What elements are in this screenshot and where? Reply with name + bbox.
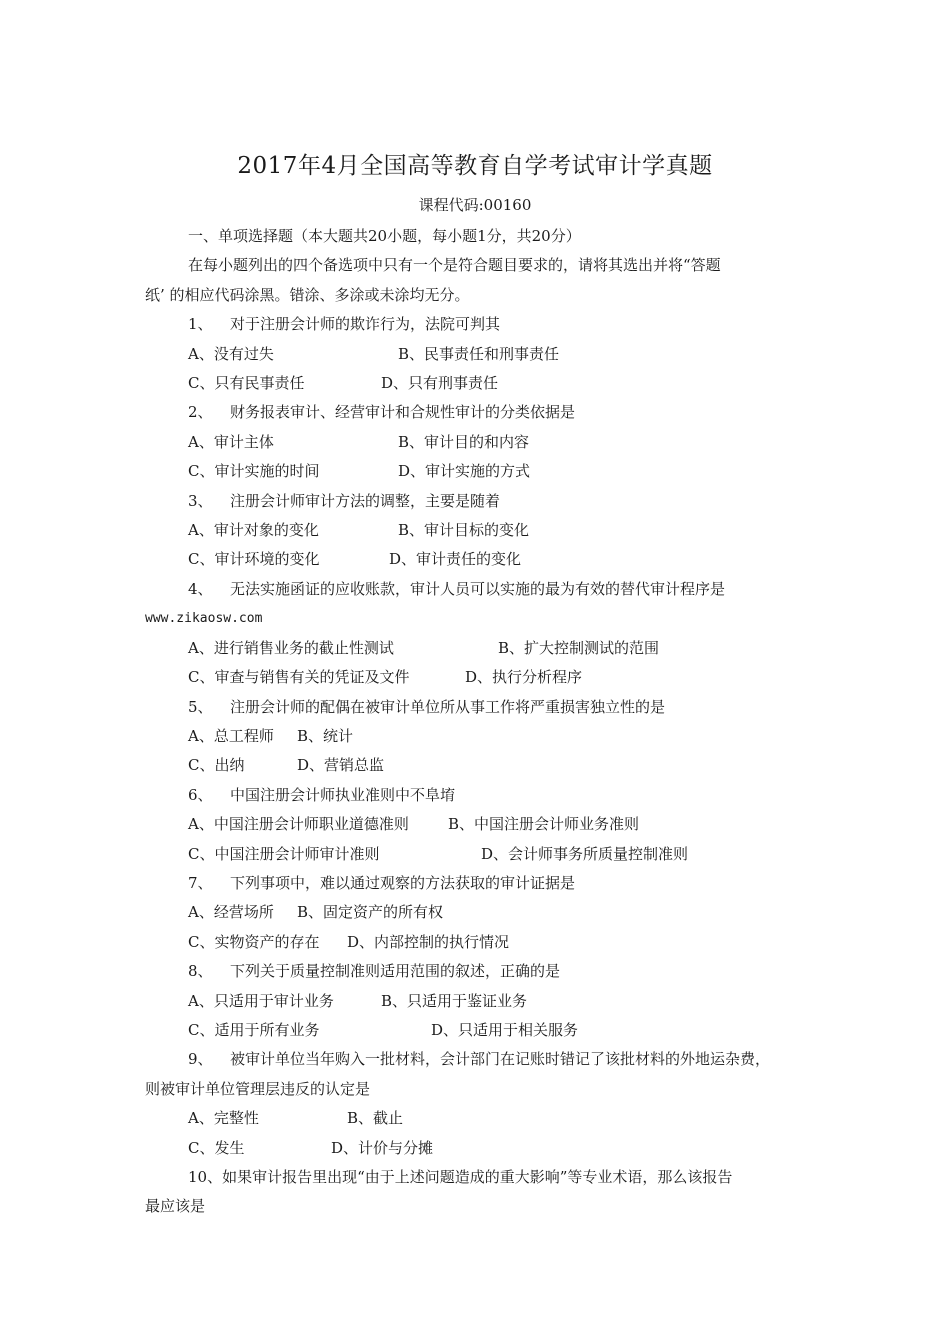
document-body — [145, 222, 825, 1222]
option-d: D、只适用于相关服务 — [431, 1020, 579, 1039]
options-row — [145, 751, 825, 780]
question-stem: 被审计单位当年购入一批材料，会计部门在记账时错记了该批材料的外地运杂费， — [230, 1050, 771, 1069]
option-a: A、审计主体 — [188, 432, 274, 451]
option-a: A、进行销售业务的截止性测试 — [188, 638, 394, 657]
options-row — [145, 840, 825, 869]
question-number: 1、 — [188, 315, 213, 334]
option-a: A、经营场所 — [188, 903, 274, 922]
question-number: 6、 — [188, 785, 213, 804]
question-number: 2、 — [188, 403, 213, 422]
question-stem-continuation: 则被审计单位管理层违反的认定是 — [145, 1079, 371, 1098]
option-a: A、中国注册会计师职业道德准则 — [188, 815, 409, 834]
options-row — [145, 1134, 825, 1163]
option-a: A、总工程师 — [188, 726, 274, 745]
options-row — [145, 1016, 825, 1045]
option-d: D、内部控制的执行情况 — [347, 932, 510, 951]
option-c: C、发生 — [188, 1138, 245, 1157]
option-b: B、中国注册会计师业务准则 — [448, 815, 640, 834]
option-d: D、审计责任的变化 — [389, 550, 522, 569]
question-7 — [145, 869, 825, 898]
course-code: 课程代码:00160 — [418, 196, 532, 214]
option-b: B、统计 — [297, 726, 354, 745]
question-number: 9、 — [188, 1050, 213, 1069]
options-row — [145, 516, 825, 545]
option-b: B、截止 — [347, 1109, 404, 1128]
options-row — [145, 810, 825, 839]
question-stem: 如果审计报告里出现“由于上述问题造成的重大影响”等专业术语，那么该报告 — [222, 1168, 733, 1186]
option-a: A、审计对象的变化 — [188, 521, 319, 540]
option-c: C、出纳 — [188, 756, 245, 775]
option-d: D、营销总监 — [297, 756, 385, 775]
option-c: C、审查与销售有关的凭证及文件 — [188, 668, 410, 687]
question-stem-continuation: 最应该是 — [145, 1197, 206, 1216]
options-row — [145, 898, 825, 927]
question-stem: 对于注册会计师的欺诈行为，法院可判其 — [230, 315, 501, 334]
question-stem-continuation: www.zikaosw.com — [145, 611, 263, 627]
question-5 — [145, 693, 825, 722]
option-b: B、扩大控制测试的范围 — [498, 638, 660, 657]
question-3 — [145, 487, 825, 516]
option-c: C、中国注册会计师审计准则 — [188, 844, 380, 863]
document-title: 2017年4月全国高等教育自学考试审计学真题 — [237, 153, 713, 179]
question-number: 7、 — [188, 873, 213, 892]
question-4 — [145, 575, 825, 604]
question-number: 3、 — [188, 491, 213, 510]
question-stem: 注册会计师审计方法的调整，主要是随着 — [230, 491, 501, 510]
option-d: D、执行分析程序 — [465, 668, 583, 687]
instruction-line-2: 纸’ 的相应代码涂黑。错涂、多涂或未涂均无分。 — [145, 285, 470, 304]
option-a: A、没有过失 — [188, 344, 274, 363]
question-1 — [145, 310, 825, 339]
question-stem: 财务报表审计、经营审计和合规性审计的分类依据是 — [230, 403, 576, 422]
options-row — [145, 722, 825, 751]
instruction-line-1: 在每小题列出的四个备选项中只有一个是符合题目要求的，请将其选出并将“答题 — [188, 256, 721, 275]
options-row — [145, 1104, 825, 1133]
question-stem: 下列事项中，难以通过观察的方法获取的审计证据是 — [230, 873, 576, 892]
question-6 — [145, 781, 825, 810]
question-number: 8、 — [188, 962, 213, 981]
question-stem: 无法实施函证的应收账款，审计人员可以实施的最为有效的替代审计程序是 — [230, 579, 726, 598]
options-row — [145, 663, 825, 692]
option-c: C、审计实施的时间 — [188, 462, 320, 481]
question-8 — [145, 957, 825, 986]
option-d: D、会计师事务所质量控制准则 — [481, 844, 689, 863]
option-b: B、审计目标的变化 — [398, 521, 530, 540]
options-row — [145, 340, 825, 369]
options-row — [145, 928, 825, 957]
question-number: 4、 — [188, 579, 213, 598]
options-row — [145, 987, 825, 1016]
options-row — [145, 457, 825, 486]
question-9 — [145, 1045, 825, 1074]
option-d: D、只有刑事责任 — [381, 374, 499, 393]
option-a: A、只适用于审计业务 — [188, 991, 334, 1010]
question-10 — [145, 1163, 825, 1192]
option-b: B、只适用于鉴证业务 — [381, 991, 528, 1010]
question-number: 10、 — [188, 1168, 223, 1186]
question-2 — [145, 398, 825, 427]
question-stem: 中国注册会计师执业准则中不阜堉 — [230, 785, 456, 804]
options-row — [145, 369, 825, 398]
option-b: B、民事责任和刑事责任 — [398, 344, 560, 363]
options-row — [145, 428, 825, 457]
option-c: C、实物资产的存在 — [188, 932, 320, 951]
options-row — [145, 634, 825, 663]
question-number: 5、 — [188, 697, 213, 716]
option-d: D、计价与分摊 — [331, 1138, 434, 1157]
section-heading: 一、单项选择题（本大题共20小题，每小题1分，共20分） — [188, 227, 581, 245]
question-stem: 注册会计师的配偶在被审计单位所从事工作将严重损害独立性的是 — [230, 697, 666, 716]
option-d: D、审计实施的方式 — [398, 462, 531, 481]
options-row — [145, 545, 825, 574]
option-b: B、固定资产的所有权 — [297, 903, 444, 922]
option-a: A、完整性 — [188, 1109, 259, 1128]
option-b: B、审计目的和内容 — [398, 432, 530, 451]
option-c: C、只有民事责任 — [188, 374, 305, 393]
option-c: C、审计环境的变化 — [188, 550, 320, 569]
option-c: C、适用于所有业务 — [188, 1020, 320, 1039]
question-stem: 下列关于质量控制准则适用范围的叙述，正确的是 — [230, 962, 561, 981]
